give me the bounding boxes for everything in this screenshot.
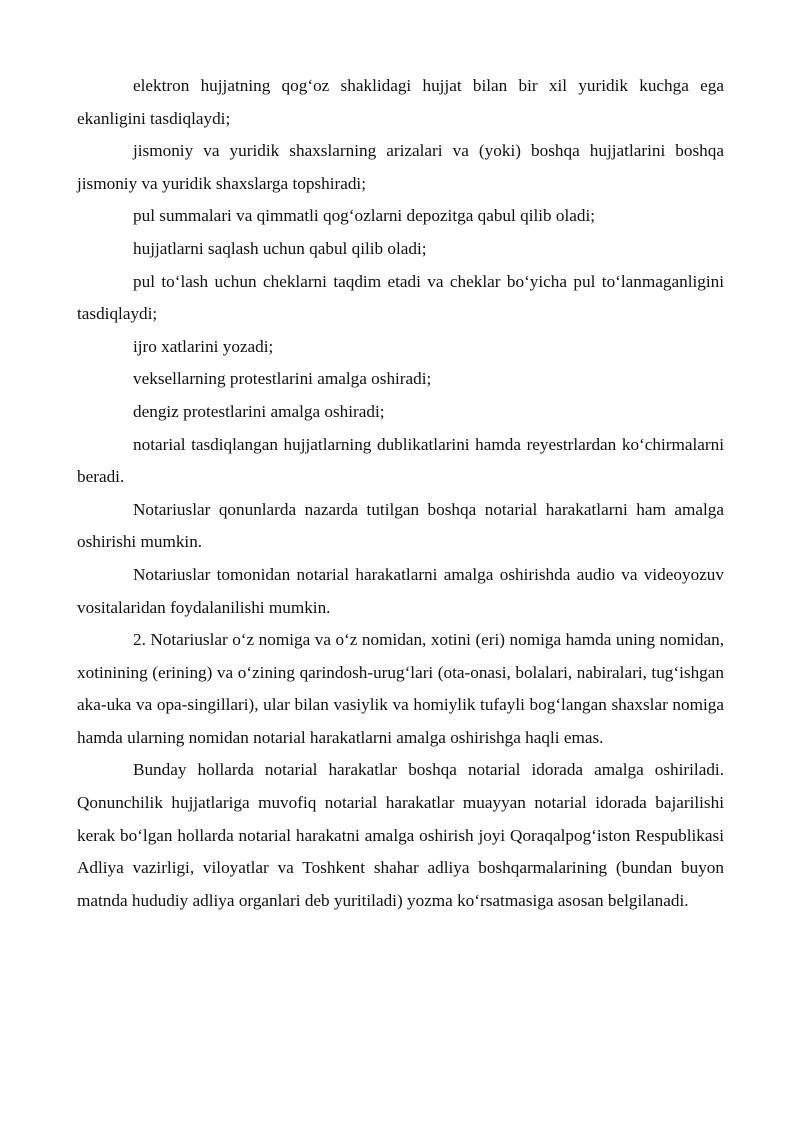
paragraph-12: 2. Notariuslar o‘z nomiga va o‘z nomidan, xotini (eri) nomiga hamda uning nomidan, xotinining (erining) va o‘zining qarindosh-urug‘lari (ota-onasi, bolalari, nabiralari, tug‘ishgan aka-uka va opa-singillari), ular bilan vasiylik va homiylik tufayli bog‘langan shaxslar nomiga hamda ularning nomidan notarial harakatlarni amalga oshirishga haqli emas. xyxy=(77,630,724,747)
paragraph-7: veksellarning protestlarini amalga oshiradi; xyxy=(133,369,432,389)
paragraph-10: Notariuslar qonunlarda nazarda tutilgan boshqa notarial harakatlarni ham amalga oshirishi mumkin. xyxy=(77,499,724,552)
paragraph-13: Bunday hollarda notarial harakatlar boshqa notarial idorada amalga oshiriladi. Qonunchilik hujjatlariga muvofiq notarial harakatlar muayyan notarial idorada bajarilishi kerak bo‘lgan hollarda notarial harakatni amalga oshirish joyi Qoraqalpog‘iston Respublikasi Adliya vazirligi, viloyatlar va Toshkent shahar adliya boshqarmalarining (bundan buyon matnda hududiy adliya organlari deb yuritiladi) yozma ko‘rsatmasiga asosan belgilanadi. xyxy=(77,760,724,910)
paragraph-3: pul summalari va qimmatli qog‘ozlarni depozitga qabul qilib oladi; xyxy=(133,206,596,226)
paragraph-9: notarial tasdiqlangan hujjatlarning dublikatlarini hamda reyestrlardan ko‘chirmalarni beradi. xyxy=(77,434,724,487)
paragraph-1: elektron hujjatning qog‘oz shaklidagi hujjat bilan bir xil yuridik kuchga ega ekanligini tasdiqlaydi; xyxy=(77,76,724,128)
paragraph-6: ijro xatlarini yozadi; xyxy=(133,336,274,356)
document-page xyxy=(77,70,724,917)
paragraph-8: dengiz protestlarini amalga oshiradi; xyxy=(133,401,385,421)
paragraph-2: jismoniy va yuridik shaxslarning arizalari va (yoki) boshqa hujjatlarini boshqa jismoniy va yuridik shaxslarga topshiradi; xyxy=(77,141,724,193)
paragraph-11: Notariuslar tomonidan notarial harakatlarni amalga oshirishda audio va videoyozuv vositalaridan foydalanilishi mumkin. xyxy=(77,564,724,617)
paragraph-5: pul to‘lash uchun cheklarni taqdim etadi va cheklar bo‘yicha pul to‘lanmaganligini tasdiqlaydi; xyxy=(77,271,724,324)
paragraph-4: hujjatlarni saqlash uchun qabul qilib oladi; xyxy=(133,238,427,258)
